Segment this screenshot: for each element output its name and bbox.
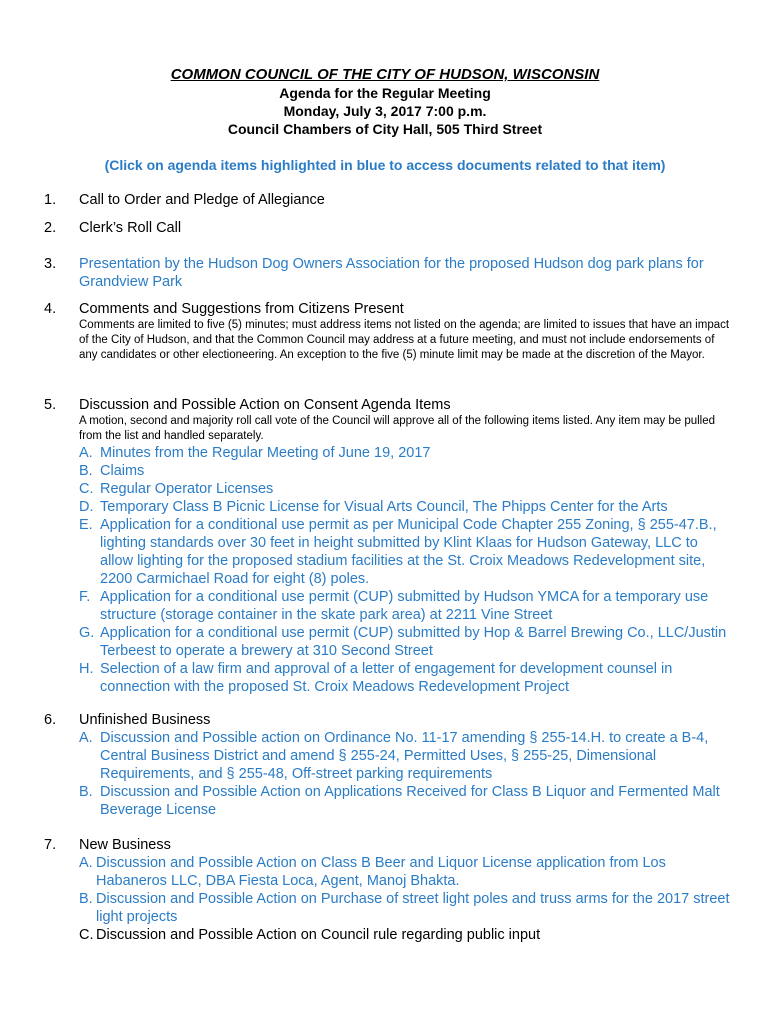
consent-item-f-link[interactable]: F. Application for a conditional use permit (CUP) submitted by Hudson YMCA for a temporary use structure (storage container in the skate park area) at 2211 Vine Street [79,589,709,623]
item-title: Clerk’s Roll Call [79,220,182,236]
item-number: 3. [44,256,57,272]
unfinished-item-b-link[interactable]: B. Discussion and Possible Action on Applications Received for Class B Liquor and Fermented Malt Beverage License [79,784,720,818]
agenda-header [0,66,770,138]
consent-item-g-link[interactable]: G. Application for a conditional use permit (CUP) submitted by Hop & Barrel Brewing Co., LLC/Justin Terbeest to operate a brewery at 310 Second Street [79,625,727,659]
item-number: 5. [44,397,57,413]
agenda-item-7 [44,836,734,944]
new-business-item-b-link[interactable]: B. Discussion and Possible Action on Purchase of street light poles and truss arms for the 2017 street light projects [79,891,730,925]
item-number: 4. [44,301,57,317]
meeting-type: Agenda for the Regular Meeting [279,85,491,101]
item-title: Call to Order and Pledge of Allegiance [79,192,325,208]
consent-item-a-link[interactable]: A. Minutes from the Regular Meeting of June 19, 2017 [79,445,431,461]
consent-item-h-link[interactable]: H. Selection of a law firm and approval of a letter of engagement for development counsel in connection with the proposed St. Croix Meadows Redevelopment Project [79,661,673,695]
new-business-item-a-link[interactable]: A. Discussion and Possible Action on Class B Beer and Liquor License application from Los Habaneros LLC, DBA Fiesta Loca, Agent, Manoj Bhakta. [79,855,666,889]
item-title: Comments and Suggestions from Citizens Present [79,301,404,317]
consent-item-d-link[interactable]: D. Temporary Class B Picnic License for Visual Arts Council, The Phipps Center for the Arts [79,499,668,515]
agenda-item-2 [44,219,734,237]
meeting-date: Monday, July 3, 2017 7:00 p.m. [283,103,487,119]
item-description: A motion, second and majority roll call vote of the Council will approve all of the following items listed. Any item may be pulled from the list and handled separately. [79,415,716,442]
item-title: Unfinished Business [79,712,211,728]
agenda-item-6 [44,711,734,819]
new-business-item-c: C. Discussion and Possible Action on Council rule regarding public input [79,927,541,943]
consent-item-b-link[interactable]: B. Claims [79,463,145,479]
unfinished-item-a-link[interactable]: A. Discussion and Possible action on Ordinance No. 11-17 amending § 255-14.H. to create a B-4, Central Business District and amend § 255-24, Permitted Uses, § 255-25, Dimensional Requirements, and § 255-48, Off-street parking requirements [79,730,709,782]
item-title: New Business [79,837,171,853]
item-number: 2. [44,220,57,236]
item-number: 6. [44,712,57,728]
item-number: 7. [44,837,57,853]
dog-park-presentation-link[interactable]: Presentation by the Hudson Dog Owners Association for the proposed Hudson dog park plans for Grandview Park [79,256,704,290]
agenda-item-4 [44,300,734,363]
agenda-item-1 [44,191,734,209]
page-title: COMMON COUNCIL OF THE CITY OF HUDSON, WISCONSIN [170,66,600,83]
item-title: Discussion and Possible Action on Consent Agenda Items [79,397,451,413]
meeting-location: Council Chambers of City Hall, 505 Third Street [227,121,543,137]
consent-item-c-link[interactable]: C. Regular Operator Licenses [79,481,274,497]
agenda-item-3 [44,255,734,291]
consent-item-e-link[interactable]: E. Application for a conditional use permit as per Municipal Code Chapter 255 Zoning, § 255-47.B., lighting standards over 30 feet in height submitted by Klint Klaas for Hudson Gateway, LLC to allow lighting for the proposed stadium facilities at the St. Croix Meadows Redevelopment site, 2200 Carmichael Road for eight (8) poles. [79,517,717,587]
instruction-note: (Click on agenda items highlighted in blue to access documents related to that item) [104,157,666,173]
item-description: Comments are limited to five (5) minutes; must address items not listed on the agenda; are limited to issues that have an impact of the City of Hudson, and that the Common Council may address at a future meeting, and must not include endorsements of any candidates or other electioneering. An exception to the five (5) minute limit may be made at the discretion of the Mayor. [79,319,730,361]
agenda-item-5 [44,396,734,696]
item-number: 1. [44,192,57,208]
